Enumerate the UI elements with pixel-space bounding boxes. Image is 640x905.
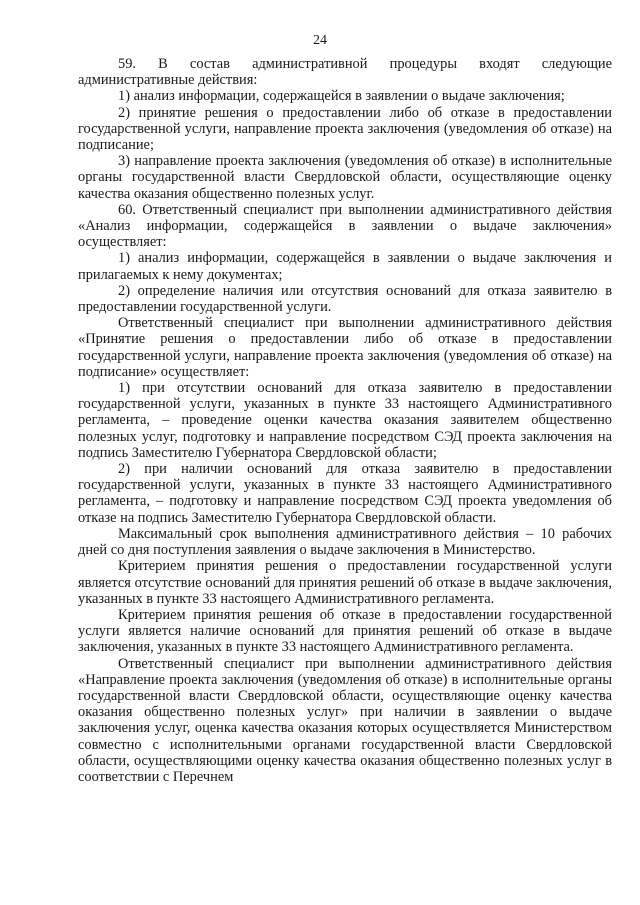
paragraph-decision-action: Ответственный специалист при выполнении административного действия «Принятие решения о предоставлении либо об отказе в предоставлении государственной услуги, направление проекта заключения (уведомления об отказе) на подписание» осуществляет: <box>78 315 612 380</box>
body-text <box>78 56 612 785</box>
paragraph-60-item-1: 1) анализ информации, содержащейся в заявлении о выдаче заключения и прилагаемых к нему документах; <box>78 250 612 283</box>
paragraph-59-item-2: 2) принятие решения о предоставлении либо об отказе в предоставлении государственной услуги, направление проекта заключения (уведомления об отказе) на подписание; <box>78 104 612 154</box>
paragraph-59-item-1: 1) анализ информации, содержащейся в заявлении о выдаче заключения; <box>118 88 565 105</box>
paragraph-60: 60. Ответственный специалист при выполнении административного действия «Анализ информации, содержащейся в заявлении о выдаче заключения» осуществляет: <box>78 201 612 251</box>
paragraph-criterion-refusal: Критерием принятия решения об отказе в предоставлении государственной услуги является наличие оснований для принятия решений об отказе в выдаче заключения, указанных в пункте 33 настоящего Административного регламента. <box>78 606 612 656</box>
paragraph-60-item-2: 2) определение наличия или отсутствия оснований для отказа заявителю в предоставлении государственной услуги. <box>78 282 612 316</box>
paragraph-59-item-3: 3) направление проекта заключения (уведомления об отказе) в исполнительные органы государственной власти Свердловской области, осуществляющие оценку качества оказания общественно полезных услуг. <box>78 153 612 202</box>
paragraph-max-term: Максимальный срок выполнения административного действия – 10 рабочих дней со дня поступления заявления о выдаче заключения в Министерство. <box>78 525 612 559</box>
paragraph-59: 59. В состав административной процедуры входят следующие административные действия: <box>78 56 612 89</box>
paragraph-decision-item-1: 1) при отсутствии оснований для отказа заявителю в предоставлении государственной услуги, указанных в пункте 33 настоящего Административного регламента, – проведение оценки качества оказания заявителем общественно полезных услуг, подготовку и направление посредством СЭД проекта заключения на подпись Заместителю Губернатора Свердловской области; <box>78 380 612 461</box>
paragraph-decision-item-2: 2) при наличии оснований для отказа заявителю в предоставлении государственной услуги, указанных в пункте 33 настоящего Административного регламента, – подготовку и направление посредством СЭД проекта уведомления об отказе на подпись Заместителю Губернатора Свердловской области. <box>78 461 612 526</box>
page-number: 24 <box>313 33 327 48</box>
paragraph-sending-action: Ответственный специалист при выполнении административного действия «Направление проекта заключения (уведомления об отказе) в исполнительные органы государственной власти Свердловской области, осуществляющие оценку качества оказания общественно полезных услуг» при наличии в заявлении о выдаче заключения услуг, оценка качества оказания которых осуществляется Министерством совместно с исполнительными органами государственной власти Свердловской области, осуществляющими оценку качества оказания общественно полезных услуг в соответствии с Перечнем <box>78 655 612 785</box>
paragraph-criterion-grant: Критерием принятия решения о предоставлении государственной услуги является отсутствие оснований для принятия решений об отказе в выдаче заключения, указанных в пункте 33 настоящего Административного регламента. <box>78 558 612 607</box>
